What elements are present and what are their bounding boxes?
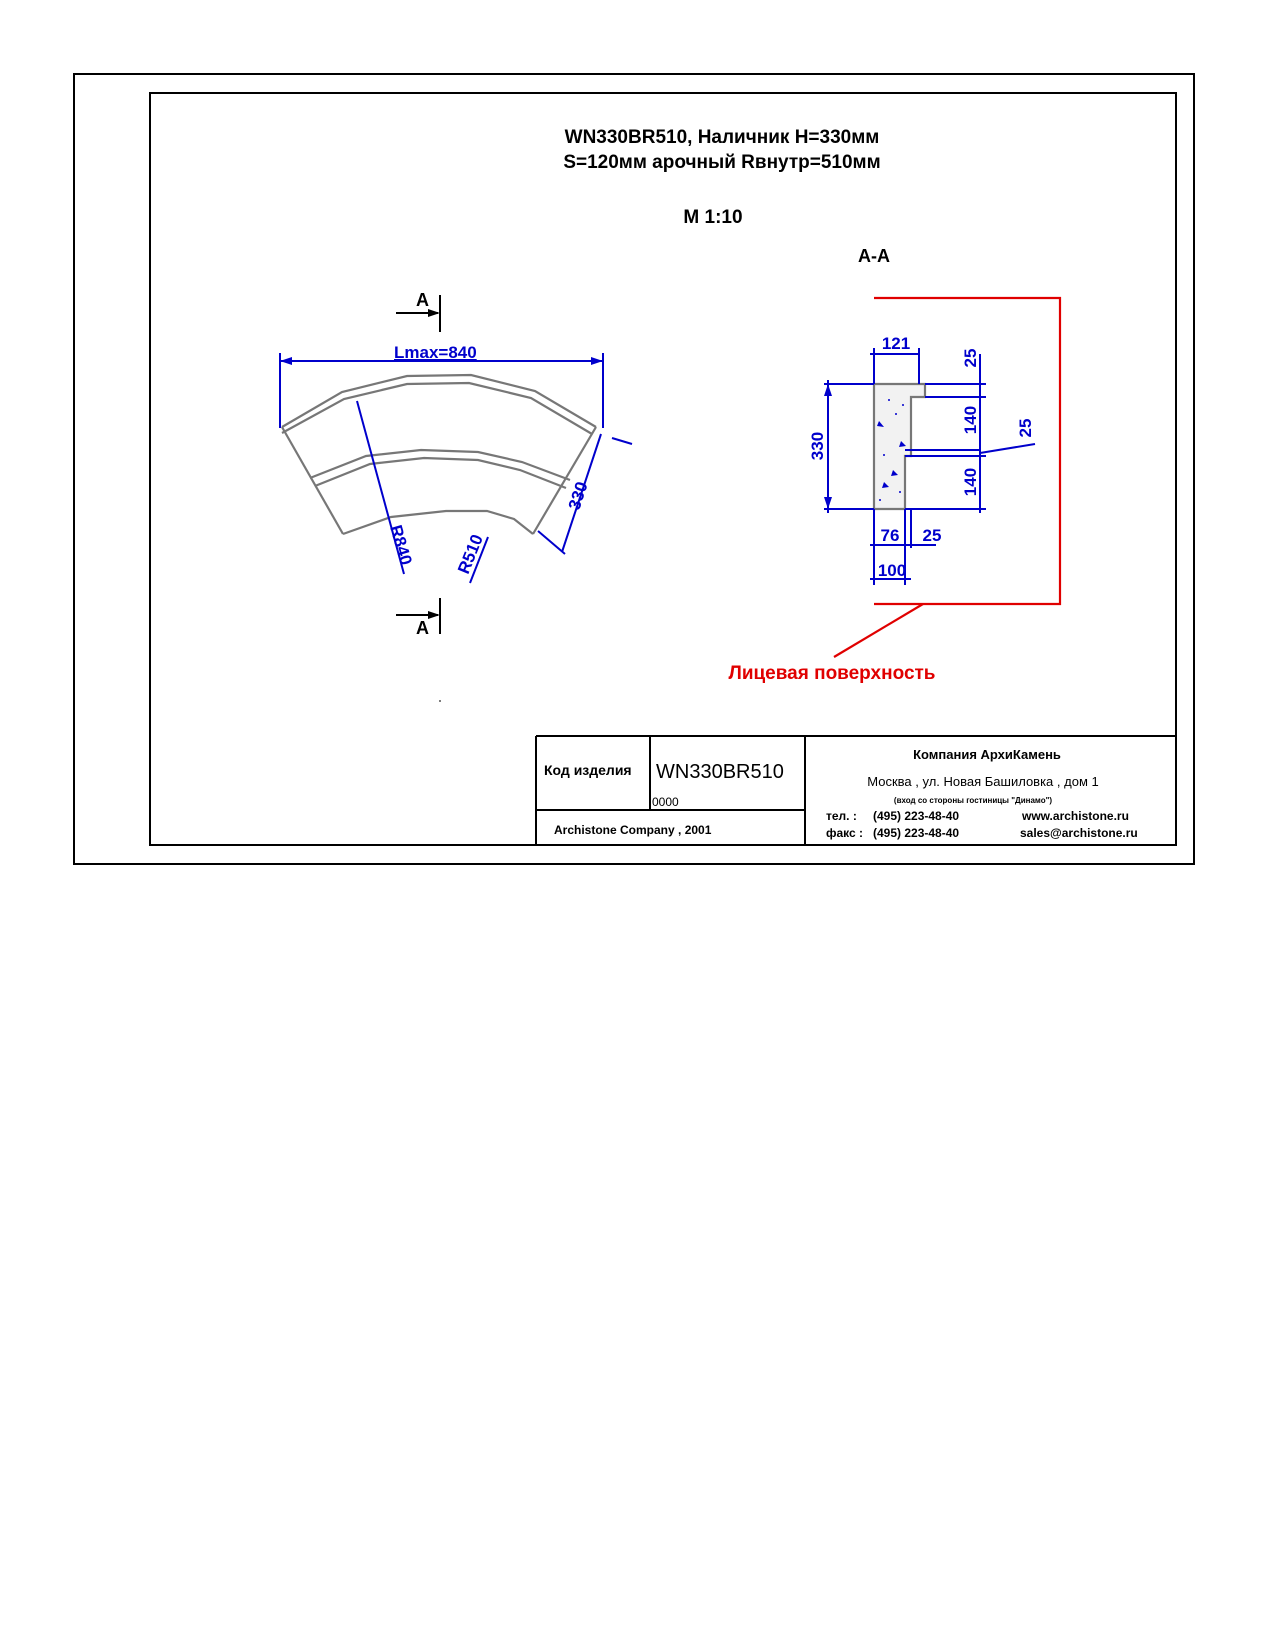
dim-right-top: 25 bbox=[961, 348, 980, 368]
dim-top-width: 121 bbox=[881, 334, 911, 353]
inner-radius-label: R510 bbox=[454, 531, 487, 577]
arch-inner-edge bbox=[343, 511, 533, 534]
face-surface-label: Лицевая поверхность bbox=[728, 663, 936, 684]
phone-number: (495) 223-48-40 bbox=[873, 809, 960, 823]
arch-middle-line-1 bbox=[310, 450, 570, 480]
arch-left-end bbox=[282, 427, 343, 534]
fax-label: факс : bbox=[826, 826, 864, 840]
arch-middle-line-2 bbox=[315, 458, 566, 488]
cut-mark-bottom-label: A bbox=[416, 618, 429, 638]
stray-dot bbox=[439, 700, 441, 702]
company-address-note: (вход со стороны гостиницы "Динамо") bbox=[893, 796, 1053, 805]
email-link[interactable]: sales@archistone.ru bbox=[1020, 826, 1138, 840]
fax-number: (495) 223-48-40 bbox=[873, 826, 960, 840]
product-code-label: Код изделия bbox=[544, 762, 632, 778]
section-label: A-A bbox=[858, 246, 890, 266]
lmax-dimension-label: Lmax=840 bbox=[394, 343, 477, 362]
inner-frame bbox=[150, 93, 1176, 845]
dim-offset: 25 bbox=[1016, 418, 1035, 438]
drawing-title-line1: WN330BR510, Наличник H=330мм bbox=[564, 127, 880, 148]
product-code-value: WN330BR510 bbox=[656, 761, 784, 783]
product-code-sub: 0000 bbox=[652, 795, 679, 809]
phone-label: тел. : bbox=[826, 809, 857, 823]
arch-outer-edge-inner-line bbox=[282, 383, 592, 434]
drawing-scale: M 1:10 bbox=[683, 207, 743, 228]
dim-bottom-right: 25 bbox=[922, 526, 942, 545]
dim-lower-step: 140 bbox=[961, 467, 980, 497]
outer-frame bbox=[74, 74, 1194, 864]
section-dimensions bbox=[824, 348, 1035, 585]
outer-radius-label: R840 bbox=[386, 522, 416, 568]
arch-plan-view bbox=[282, 375, 596, 534]
dim-overall-height: 330 bbox=[808, 431, 827, 461]
dim-bottom-left: 76 bbox=[880, 526, 900, 545]
drawing-title-line2: S=120мм арочный Rвнутр=510мм bbox=[563, 152, 881, 173]
plan-height-label: 330 bbox=[564, 479, 592, 513]
company-address: Москва , ул. Новая Башиловка , дом 1 bbox=[867, 774, 1099, 789]
dim-upper-step: 140 bbox=[961, 405, 980, 435]
company-name: Компания АрхиКамень bbox=[913, 747, 1061, 762]
face-surface-marker bbox=[834, 298, 1060, 657]
copyright-text: Archistone Company , 2001 bbox=[554, 823, 712, 837]
section-profile bbox=[874, 384, 925, 509]
website-link[interactable]: www.archistone.ru bbox=[1022, 809, 1129, 823]
cut-mark-top-label: A bbox=[416, 290, 429, 310]
dim-bottom-total: 100 bbox=[877, 561, 907, 580]
